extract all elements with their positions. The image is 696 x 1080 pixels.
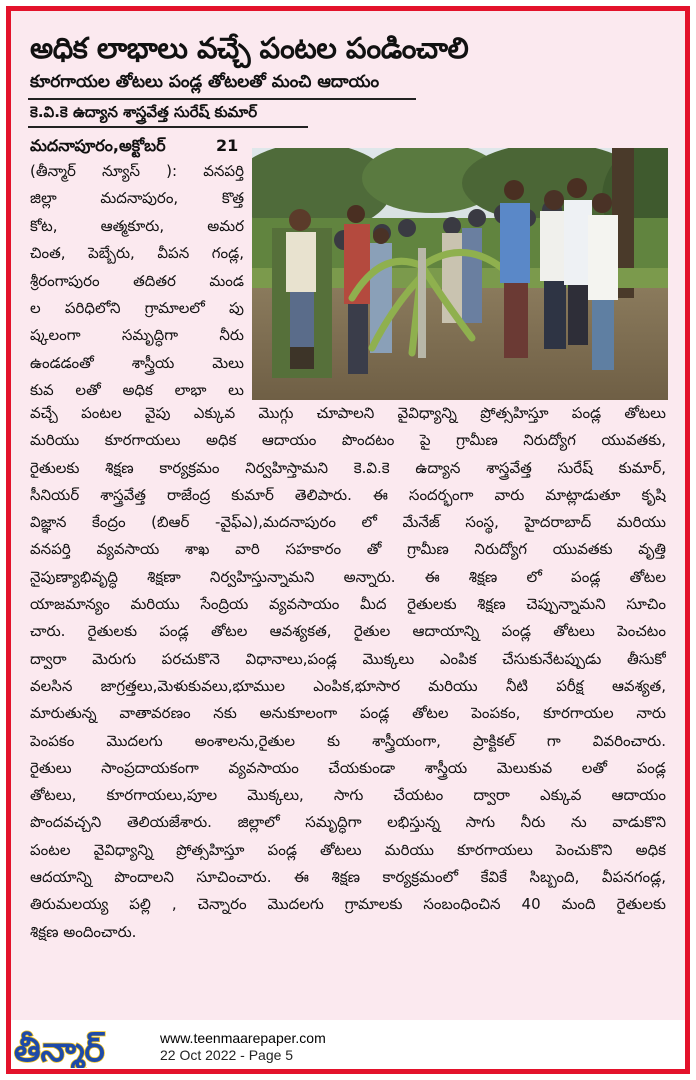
text-line: కోట, ఆత్మకూరు, అమర [30, 216, 244, 235]
text-line: వలసిన జాగ్రత్తలు,మెళుకువలు,భూముల ఎంపిక,భూసార మరియు నీటి పరీక్ష ఆవశ్యత, [30, 676, 666, 695]
text-line: కువ లతో అధిక లాభా లు [30, 381, 244, 400]
text-line: జిల్లా మదనాపురం, కొత్త [30, 189, 244, 208]
text-line: పెంపకం మొదలగు అంశాలను,రైతుల కు శాస్త్రీయంగా, ప్రాక్టికల్ గా వివరించారు. [30, 731, 666, 750]
text-line: ద్వారా మెరుగు పరచుకొనె విధానాలు,పండ్ల మొక్కలు ఎంపిక చేసుకునేటప్పుడు తీసుకో [30, 649, 666, 668]
article-headline: అధిక లాభాలు వచ్చే పంటల పండించాలి [30, 31, 469, 65]
text-line: తిరుమలయ్య పల్లి , చెన్నారం మొదలగు గ్రామాలకు సంబంధించిన 40 మంది రైతులకు [30, 895, 666, 914]
text-line: చింత, పెబ్బేరు, వీపన గండ్ల, [30, 244, 244, 263]
footer-url[interactable]: www.teenmaarepaper.com [160, 1030, 326, 1046]
text-line: తోటలు, కూరగాయలు,పూల మొక్కలు, సాగు చేయటం ద్వారా ఎక్కువ ఆదాయం [30, 786, 666, 805]
text-line: ఆదయాన్ని పొందాలని సూచించారు. ఈ శిక్షణ కార్యక్రమంలో కేవికే సిబ్బంది, వీపనగండ్ల, [30, 868, 666, 887]
text-line: వచ్చే పంటల వైపు ఎక్కువ మొగ్గు చూపాలని వైవిధ్యాన్ని ప్రోత్సహిస్తూ పండ్ల తోటలు [30, 404, 666, 422]
text-line: యాజమాన్యం మరియు సేంద్రియ వ్యవసాయం మీద రైతులకు శిక్షణ చెప్పున్నామని సూచిం [30, 595, 666, 614]
text-line: విజ్ఞాన కేంద్రం (బిఆర్ -వైఫ్ఎ),మదనాపురం లో మేనేజ్ సంస్థ, హైదరాబాద్ మరియు [30, 513, 666, 532]
text-line: శ్రీరంగాపురం తదితర మండ [30, 271, 244, 290]
article-byline: కె.వి.కె ఉద్యాన శాస్త్రవేత్త సురేష్ కుమార్ [30, 103, 258, 121]
article-body-text [30, 400, 666, 946]
text-line: సీనియర్ శాస్త్రవేత్త రాజేంద్ర కుమార్ తెలిపారు. ఈ సందర్భంగా వారు మాట్లాడుతూ కృషి [30, 485, 666, 504]
text-line: చారు. రైతులకు పండ్ల తోటల ఆవశ్యకత, రైతుల ఆదాయాన్ని పండ్ల తోటలు పెంచటం [30, 622, 666, 641]
text-line: రైతులు సాంప్రదాయకంగా వ్యవసాయం చేయకుండా శాస్త్రీయ మెలుకువ లతో పండ్ల [30, 758, 666, 777]
divider [28, 98, 416, 100]
text-line: శిక్షణ అందించారు. [30, 922, 137, 941]
text-line: వనపర్తి వ్యవసాయ శాఖ వారి సహకారం తో గ్రామీణ నిరుద్యోగ యువతకు వృత్తి [30, 540, 666, 559]
text-line: మరియు కూరగాయలు అధిక ఆదాయం పొందటం పై గ్రామీణ నిరుద్యోగ యువతకు, [30, 431, 666, 450]
dateline [30, 134, 239, 157]
text-line: ల పరిధిలోని గ్రామాలలో పు [30, 299, 244, 318]
teenmaar-logo [12, 1028, 152, 1068]
farmers-field-photo [252, 148, 668, 400]
text-line: ష్కలంగా సమృద్ధిగా నీరు [30, 326, 244, 345]
text-line: మారుతున్న వాతావరణం నకు అనుకూలంగా పండ్ల తోటల పెంపకం, కూరగాయల నారు [30, 704, 666, 723]
text-line: (తీన్మార్ న్యూస్ ): వనపర్తి [30, 162, 244, 180]
logo-graphic [12, 1028, 152, 1068]
text-line: ఉండడంతో శాస్త్రీయ మెలు [30, 353, 244, 372]
text-line: రైతులకు శిక్షణ కార్యక్రమం నిర్వహిస్తామని కె.వి.కె ఉద్యాన శాస్త్రవేత్త సురేష్ కుమార్, [30, 458, 666, 477]
logo-text: తీన్మార్ [14, 1030, 105, 1068]
text-line: నైపుణ్యాభివృద్ధి శిక్షణా నిర్వహిస్తున్నామని అన్నారు. ఈ శిక్షణ లో పండ్ల తోటల [30, 567, 666, 586]
footer-date-page: 22 Oct 2022 - Page 5 [160, 1047, 294, 1063]
article-subheadline: కూరగాయల తోటలు పండ్ల తోటలతో మంచి ఆదాయం [30, 72, 380, 92]
article-column-text [30, 158, 244, 405]
text-line: పొందవచ్చని తెలియజేశారు. జిల్లాలో సమృద్ధిగా లభిస్తున్న సాగు నీరు ను వాడుకొని [30, 813, 666, 832]
article-photo [252, 148, 668, 400]
divider [28, 126, 308, 128]
dateline-place: మదనాపూరం,అక్టోబర్ [30, 136, 166, 155]
text-line: పంటల వైవిధ్యాన్ని ప్రోత్సహిస్తూ పండ్ల తోటలు మరియు కూరగాయలు పెంచుకొని అధిక [30, 840, 666, 859]
dateline-day: 21 [216, 136, 239, 155]
